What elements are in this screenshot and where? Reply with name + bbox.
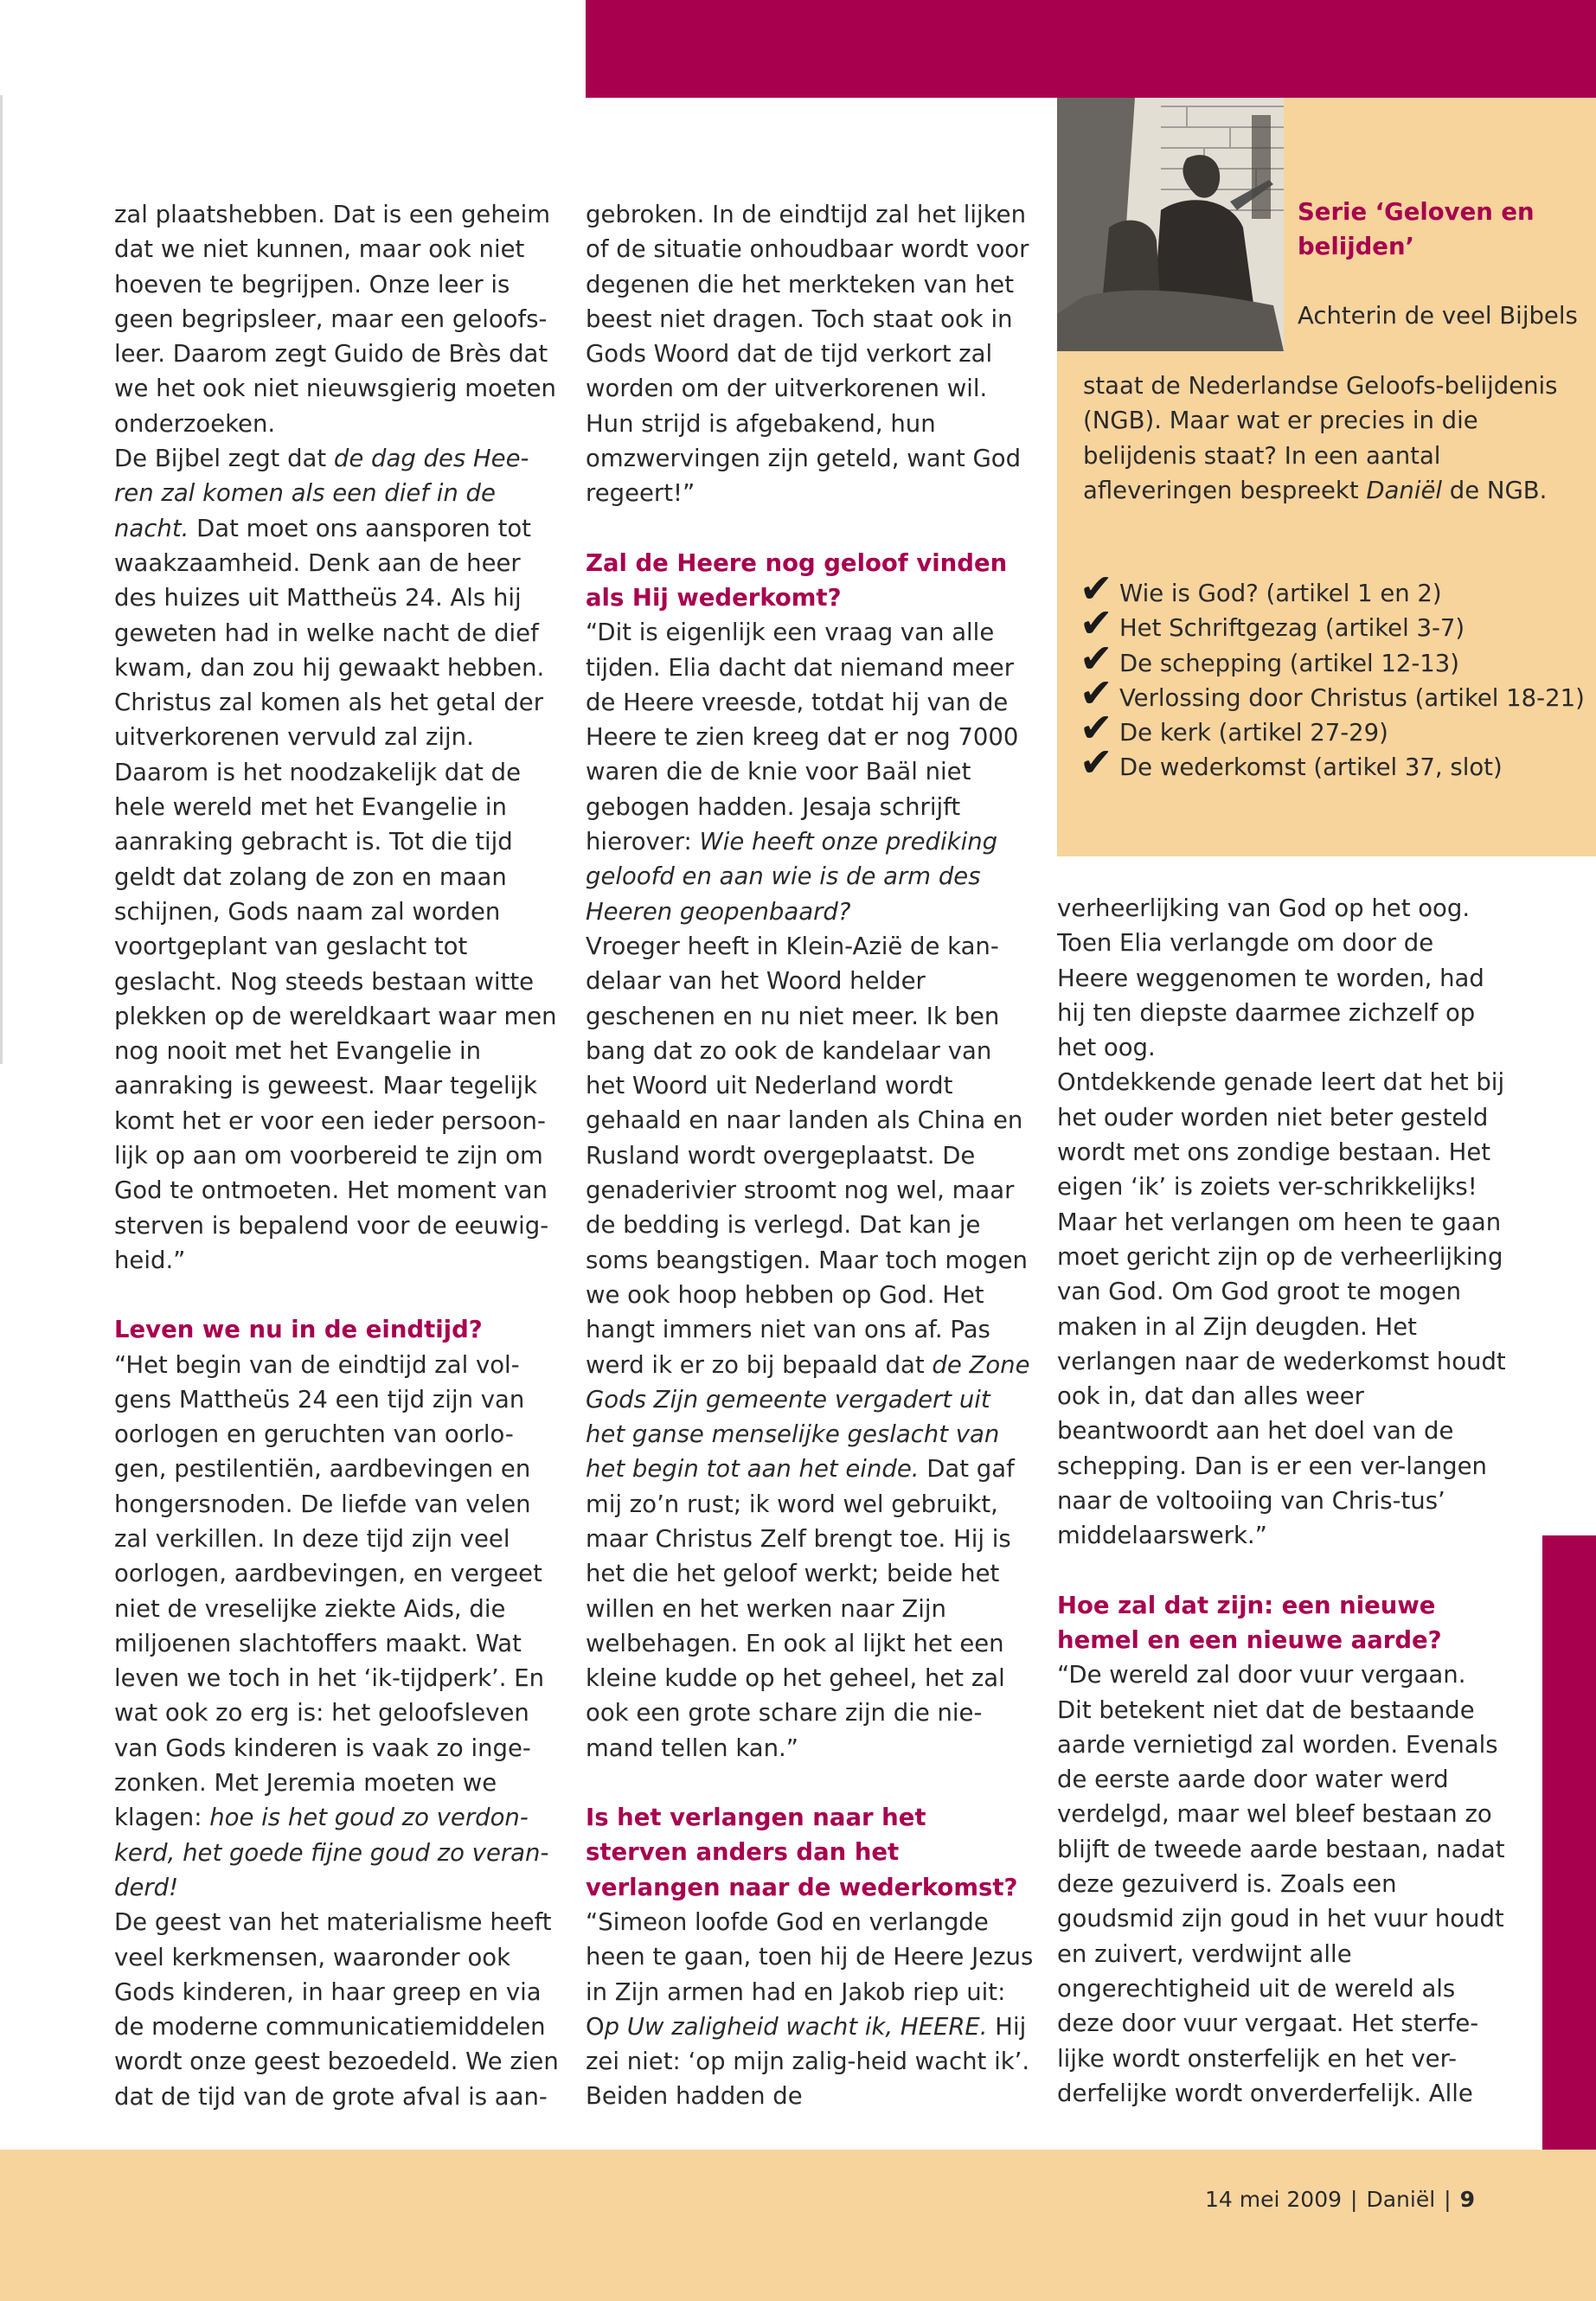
- paragraph: De Bijbel zegt dat de dag des Hee-ren zal komen als een dief in de nacht. Dat moet ons aansporen tot waakzaamheid. Denk aan de heer des huizes uit Mattheüs 24. Als hij geweten had in welke nacht de dief kwam, dan zou hij gewaakt hebben. Christus zal komen als het getal der uitverkorenen vervuld zal zijn. Daarom is het noodzakelijk dat de hele wereld met het Evangelie in aanraking gebracht is. Tot die tijd geldt dat zolang de zon en maan schijnen, Gods naam zal worden voortgeplant van geslacht tot geslacht. Nog steeds bestaan witte plekken op de wereldkaart waar men nog nooit met het Evangelie in aanraking is geweest. Maar tegelijk komt het er voor een ieder persoon-lijk op aan om voorbereid te zijn om God te ontmoeten. Het moment van sterven is bepalend voor de eeuwig-heid.”: [114, 445, 557, 1274]
- right-accent-tab: [1542, 1535, 1596, 2150]
- subheading: Is het verlangen naar het sterven anders dan het verlangen naar de wederkomst?: [586, 1804, 1018, 1901]
- checklist-item: ✔ Het Schriftgezag (artikel 3-7): [1080, 599, 1465, 647]
- footer-band: [0, 2150, 1596, 2301]
- folio-separator: |: [1444, 2187, 1452, 2212]
- paragraph: “Simeon loofde God en verlangde heen te gaan, toen hij de Heere Jezus in Zijn armen had en Jakob riep uit: Op Uw zaligheid wacht ik, HEERE. Hij zei niet: ‘op mijn zalig-heid wacht ik’. Beiden hadden de: [586, 1907, 1034, 2111]
- paragraph: “De wereld zal door vuur vergaan. Dit betekent niet dat de bestaande aarde vernietigd zal worden. Evenals de eerste aarde door water werd verdelgd, maar wel bleef bestaan zo blijft de tweede aarde bestaan, nadat deze gezuiverd is. Zoals een goudsmid zijn goud in het vuur houdt en zuivert, verdwijnt alle ongerechtigheid uit de wereld als deze door vuur vergaat. Het sterfe-lijke wordt onsterfelijk en het ver-derfelijke wordt onverderfelijk. Alle: [1057, 1661, 1505, 2107]
- checklist-item: ✔ De kerk (artikel 27-29): [1080, 704, 1388, 752]
- checkmark-icon: ✔: [1080, 634, 1113, 682]
- checkmark-icon: ✔: [1080, 599, 1113, 647]
- paragraph: Ontdekkende genade leert dat het bij het ouder worden niet beter gesteld wordt met ons zondige bestaan. Het eigen ‘ik’ is zoiets ver-schrikkelijks! Maar het verlangen om heen te gaan moet gericht zijn op de verheerlijking van God. Om God groot te mogen maken in al Zijn deugden. Het verlangen naar de wederkomst houdt ook in, dat dan alles weer beantwoordt aan het doel van de schepping. Dan is er een ver-langen naar de voltooiing van Chris-tus’ middelaarswerk.”: [1057, 1068, 1506, 1550]
- issue-date: 14 mei 2009: [1205, 2187, 1343, 2212]
- series-sidebar: [1057, 98, 1596, 856]
- paragraph: Vroeger heeft in Klein-Azië de kan-delaar van het Woord helder geschenen en nu niet meer. Ik ben bang dat zo ook de kandelaar van het Woord uit Nederland wordt gehaald en naar landen als China en Rusland wordt overgeplaatst. De genaderivier stroomt nog wel, maar de bedding is verlegd. Dat kan je soms beangstigen. Maar toch mogen we ook hoop hebben op God. Het hangt immers niet van ons af. Pas werd ik er zo bij bepaald dat de Zone Gods Zijn gemeente vergadert uit het ganse menselijke geslacht van het begin tot aan het einde. Dat gaf mij zo’n rust; ik word wel gebruikt, maar Christus Zelf brengt toe. Hij is het die het geloof werkt; beide het willen en het werken naar Zijn welbehagen. En ook al lijkt het een kleine kudde op het geheel, het zal ook een grote schare zijn die nie-mand tellen kan.”: [586, 932, 1030, 1762]
- article-column-3: [1057, 891, 1507, 2111]
- magazine-name: Daniël: [1366, 2187, 1436, 2212]
- sidebar-intro: Achterin de veel Bijbels: [1298, 302, 1578, 330]
- checkmark-icon: ✔: [1080, 669, 1113, 716]
- article-column-2: [586, 197, 1035, 2114]
- checklist-item: ✔ De schepping (artikel 12-13): [1080, 634, 1460, 682]
- sidebar-intro-continued: staat de Nederlandse Geloofs-belijdenis (NGB). Maar wat er precies in die belijdenis staat? In een aantal afleveringen bespreekt Daniël de NGB.: [1083, 372, 1558, 504]
- subheading: Hoe zal dat zijn: een nieuwe hemel en een nieuwe aarde?: [1057, 1591, 1442, 1654]
- page-edge-line: [0, 95, 3, 1064]
- checklist-item: ✔ Verlossing door Christus (artikel 18-21): [1080, 669, 1585, 716]
- engraving-image: [1057, 98, 1284, 351]
- top-accent-bar: [586, 0, 1596, 98]
- sidebar-title: Serie ‘Geloven en belijden’: [1298, 198, 1535, 261]
- subheading: Leven we nu in de eindtijd?: [114, 1316, 483, 1344]
- paragraph: verheerlijking van God op het oog. Toen Elia verlangde om door de Heere weggenomen te worden, had hij ten diepste daarmee zichzelf op het oog.: [1057, 894, 1484, 1062]
- paragraph: “Het begin van de eindtijd zal vol-gens Mattheüs 24 een tijd zijn van oorlogen en geruchten van oorlo-gen, pestilentiën, aardbevingen en hongersnoden. De liefde van velen zal verkillen. In deze tijd zijn veel oorlogen, aardbevingen, en vergeet niet de vreselijke ziekte Aids, die miljoenen slachtoffers maakt. Wat leven we toch in het ‘ik-tijdperk’. En wat ook zo erg is: het geloofsleven van Gods kinderen is vaak zo inge-zonken. Met Jeremia moeten we klagen: hoe is het goud zo verdon-kerd, het goede fijne goud zo veran-derd!: [114, 1350, 549, 1901]
- page-number: 9: [1459, 2187, 1475, 2212]
- subheading: Zal de Heere nog geloof vinden als Hij wederkomt?: [586, 548, 1008, 612]
- checklist-item: ✔ De wederkomst (artikel 37, slot): [1080, 739, 1503, 786]
- series-checklist: [1080, 565, 1585, 786]
- page-folio: [1205, 2185, 1475, 2214]
- paragraph: De geest van het materialisme heeft veel kerkmensen, waaronder ook Gods kinderen, in haar greep en via de moderne communicatiemiddelen wordt onze geest bezoedeld. We zien dat de tijd van de grote afval is aan-: [114, 1908, 559, 2111]
- paragraph: gebroken. In de eindtijd zal het lijken of de situatie onhoudbaar wordt voor degenen die het merkteken van het beest niet dragen. Toch staat ook in Gods Woord dat de tijd verkort zal worden om der uitverkorenen wil. Hun strijd is afgebakend, hun omzwervingen zijn geteld, want God regeert!”: [586, 201, 1029, 508]
- checklist-item: ✔ Wie is God? (artikel 1 en 2): [1080, 565, 1442, 612]
- article-column-1: [114, 197, 564, 2114]
- checkmark-icon: ✔: [1080, 739, 1113, 786]
- paragraph: “Dit is eigenlijk een vraag van alle tijden. Elia dacht dat niemand meer de Heere vreesde, totdat hij van de Heere te zien kreeg dat er nog 7000 waren die de knie voor Baäl niet gebogen hadden. Jesaja schrijft hierover: Wie heeft onze prediking geloofd en aan wie is de arm des Heeren geopenbaard?: [586, 619, 1019, 926]
- paragraph: zal plaatshebben. Dat is een geheim dat we niet kunnen, maar ook niet hoeven te begrijpen. Onze leer is geen begripsleer, maar een geloofs-leer. Daarom zegt Guido de Brès dat we het ook niet nieuwsgierig moeten onderzoeken.: [114, 201, 556, 438]
- checkmark-icon: ✔: [1080, 704, 1113, 752]
- engraving-illustration: [1057, 98, 1284, 351]
- folio-separator: |: [1350, 2187, 1358, 2212]
- checkmark-icon: ✔: [1080, 565, 1113, 612]
